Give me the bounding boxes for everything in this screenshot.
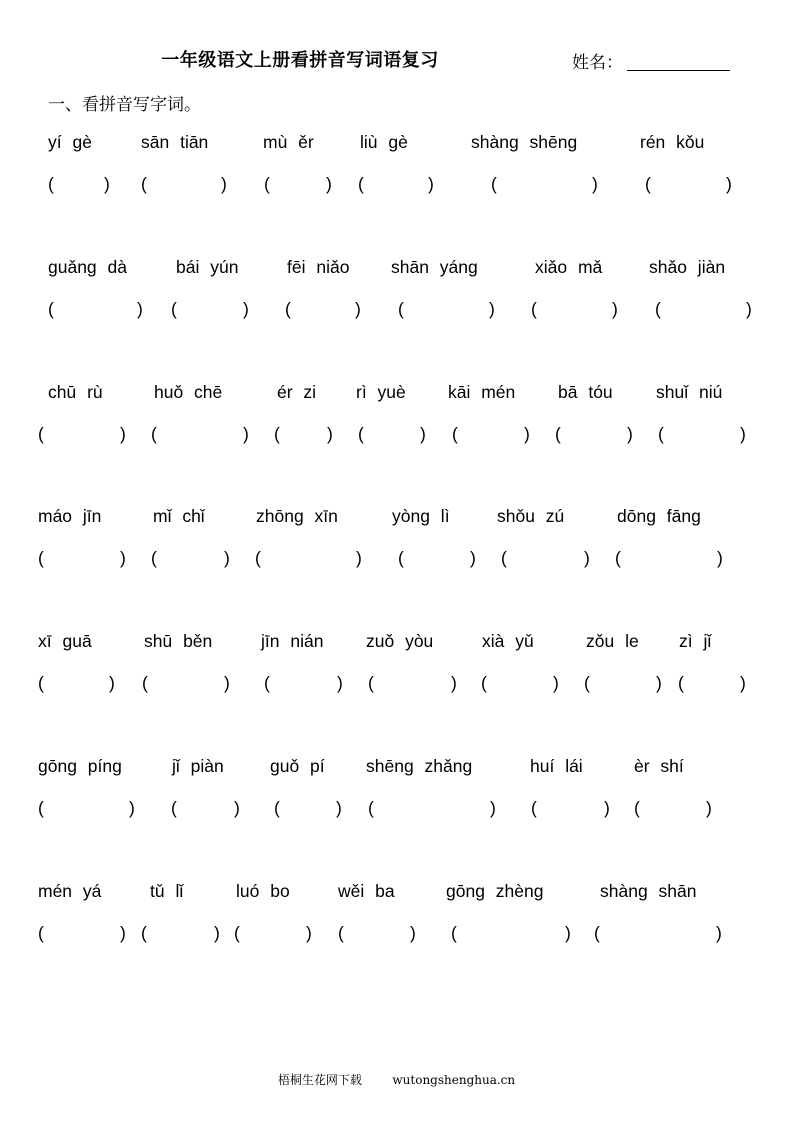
pinyin-word: kāi mén <box>448 382 516 402</box>
answer-paren-open: ( <box>584 673 590 693</box>
answer-paren-close: ) <box>592 174 598 194</box>
answer-paren-open: ( <box>274 798 280 818</box>
pinyin-word: xiǎo mǎ <box>535 257 603 277</box>
answer-paren-open: ( <box>171 299 177 319</box>
pinyin-word: luó bo <box>236 881 290 901</box>
answer-blank[interactable] <box>565 424 625 446</box>
answer-paren-open: ( <box>338 923 344 943</box>
answer-paren-close: ) <box>356 548 362 568</box>
pinyin-word: tǔ lǐ <box>150 881 184 901</box>
answer-paren-open: ( <box>481 673 487 693</box>
answer-paren-open: ( <box>398 299 404 319</box>
answer-paren-close: ) <box>553 673 559 693</box>
pinyin-word: shēng zhǎng <box>366 756 473 776</box>
answer-paren-open: ( <box>594 923 600 943</box>
answer-paren-close: ) <box>243 424 249 444</box>
answer-blank[interactable] <box>541 299 610 321</box>
exercise-row <box>0 633 793 723</box>
pinyin-word: shū běn <box>144 631 213 651</box>
answer-paren-close: ) <box>109 673 115 693</box>
answer-paren-close: ) <box>489 299 495 319</box>
answer-paren-open: ( <box>358 174 364 194</box>
pinyin-word: zhōng xīn <box>256 506 338 526</box>
answer-paren-close: ) <box>612 299 618 319</box>
pinyin-word: xī guā <box>38 631 92 651</box>
answer-paren-open: ( <box>655 299 661 319</box>
answer-blank[interactable] <box>265 548 354 570</box>
answer-blank[interactable] <box>688 673 738 695</box>
answer-paren-open: ( <box>234 923 240 943</box>
answer-blank[interactable] <box>151 923 212 945</box>
answer-paren-close: ) <box>327 424 333 444</box>
exercise-row <box>0 758 793 848</box>
answer-blank[interactable] <box>461 923 563 945</box>
answer-paren-open: ( <box>368 673 374 693</box>
answer-paren-open: ( <box>151 424 157 444</box>
pinyin-word: huǒ chē <box>154 382 223 402</box>
answer-blank[interactable] <box>368 424 418 446</box>
answer-paren-close: ) <box>428 174 434 194</box>
exercise-row <box>0 508 793 598</box>
answer-blank[interactable] <box>161 548 222 570</box>
answer-paren-open: ( <box>48 174 54 194</box>
page-title: 一年级语文上册看拼音写词语复习 <box>161 50 439 71</box>
answer-paren-close: ) <box>234 798 240 818</box>
answer-paren-open: ( <box>501 548 507 568</box>
pinyin-word: zì jǐ <box>679 631 712 651</box>
answer-paren-close: ) <box>214 923 220 943</box>
answer-blank[interactable] <box>378 673 449 695</box>
pinyin-word: èr shí <box>634 756 684 776</box>
answer-blank[interactable] <box>408 548 468 570</box>
answer-blank[interactable] <box>668 424 738 446</box>
answer-blank[interactable] <box>511 548 582 570</box>
pinyin-word: guǎng dà <box>48 257 127 277</box>
answer-paren-open: ( <box>658 424 664 444</box>
pinyin-word: shǒu zú <box>497 506 565 526</box>
answer-paren-close: ) <box>627 424 633 444</box>
pinyin-word: wěi ba <box>338 881 395 901</box>
pinyin-word: guǒ pí <box>270 756 325 776</box>
answer-paren-close: ) <box>306 923 312 943</box>
answer-paren-close: ) <box>120 548 126 568</box>
section-title: 一、看拼音写字词。 <box>48 95 201 115</box>
answer-paren-open: ( <box>38 923 44 943</box>
answer-paren-close: ) <box>243 299 249 319</box>
answer-paren-open: ( <box>531 299 537 319</box>
answer-paren-close: ) <box>717 548 723 568</box>
answer-paren-close: ) <box>746 299 752 319</box>
answer-blank[interactable] <box>274 174 324 196</box>
exercise-row <box>0 384 793 474</box>
answer-paren-close: ) <box>451 673 457 693</box>
answer-blank[interactable] <box>181 798 232 820</box>
answer-paren-close: ) <box>490 798 496 818</box>
footer: 梧桐生花网下载 wutongshenghua.cn <box>277 1073 516 1087</box>
answer-paren-close: ) <box>120 923 126 943</box>
answer-paren-close: ) <box>224 548 230 568</box>
answer-paren-close: ) <box>524 424 530 444</box>
answer-paren-open: ( <box>142 673 148 693</box>
answer-paren-open: ( <box>171 798 177 818</box>
answer-paren-close: ) <box>221 174 227 194</box>
answer-paren-close: ) <box>129 798 135 818</box>
answer-blank[interactable] <box>491 673 551 695</box>
answer-blank[interactable] <box>378 798 488 820</box>
answer-paren-open: ( <box>264 673 270 693</box>
pinyin-word: gōng píng <box>38 756 122 776</box>
answer-paren-close: ) <box>584 548 590 568</box>
name-blank-line[interactable] <box>627 70 730 71</box>
exercise-row <box>0 259 793 349</box>
exercise-row <box>0 883 793 973</box>
answer-paren-close: ) <box>740 673 746 693</box>
answer-blank[interactable] <box>58 299 135 321</box>
answer-paren-close: ) <box>716 923 722 943</box>
answer-blank[interactable] <box>368 174 426 196</box>
pinyin-word: yòng lì <box>392 506 450 526</box>
answer-blank[interactable] <box>48 798 127 820</box>
answer-blank[interactable] <box>48 424 118 446</box>
answer-paren-close: ) <box>420 424 426 444</box>
answer-paren-open: ( <box>491 174 497 194</box>
answer-paren-close: ) <box>137 299 143 319</box>
answer-paren-open: ( <box>38 548 44 568</box>
answer-blank[interactable] <box>58 174 102 196</box>
answer-paren-open: ( <box>255 548 261 568</box>
answer-paren-open: ( <box>38 673 44 693</box>
pinyin-word: fēi niǎo <box>287 257 350 277</box>
answer-paren-close: ) <box>224 673 230 693</box>
answer-paren-open: ( <box>678 673 684 693</box>
answer-paren-close: ) <box>604 798 610 818</box>
answer-blank[interactable] <box>408 299 487 321</box>
pinyin-word: jīn nián <box>261 631 324 651</box>
answer-blank[interactable] <box>655 174 724 196</box>
pinyin-word: máo jīn <box>38 506 102 526</box>
answer-blank[interactable] <box>295 299 353 321</box>
pinyin-word: shuǐ niú <box>656 382 723 402</box>
answer-blank[interactable] <box>462 424 522 446</box>
answer-blank[interactable] <box>152 673 222 695</box>
answer-paren-open: ( <box>358 424 364 444</box>
answer-blank[interactable] <box>284 424 325 446</box>
answer-paren-close: ) <box>740 424 746 444</box>
pinyin-word: zuǒ yòu <box>366 631 434 651</box>
answer-paren-close: ) <box>120 424 126 444</box>
answer-blank[interactable] <box>48 923 118 945</box>
pinyin-word: zǒu le <box>586 631 639 651</box>
answer-paren-close: ) <box>326 174 332 194</box>
answer-blank[interactable] <box>604 923 714 945</box>
answer-blank[interactable] <box>244 923 304 945</box>
answer-paren-open: ( <box>615 548 621 568</box>
answer-paren-open: ( <box>151 548 157 568</box>
answer-blank[interactable] <box>665 299 744 321</box>
answer-paren-open: ( <box>634 798 640 818</box>
answer-paren-close: ) <box>565 923 571 943</box>
answer-paren-open: ( <box>38 424 44 444</box>
answer-blank[interactable] <box>48 673 107 695</box>
answer-paren-close: ) <box>337 673 343 693</box>
answer-paren-open: ( <box>645 174 651 194</box>
pinyin-word: mǐ chǐ <box>153 506 205 526</box>
answer-blank[interactable] <box>348 923 408 945</box>
pinyin-word: jǐ piàn <box>172 756 224 776</box>
answer-blank[interactable] <box>594 673 654 695</box>
answer-paren-open: ( <box>531 798 537 818</box>
pinyin-word: liù gè <box>360 132 408 152</box>
answer-paren-open: ( <box>274 424 280 444</box>
answer-blank[interactable] <box>625 548 715 570</box>
answer-blank[interactable] <box>151 174 219 196</box>
answer-blank[interactable] <box>48 548 118 570</box>
pinyin-word: rén kǒu <box>640 132 705 152</box>
pinyin-word: chū rù <box>48 382 103 402</box>
answer-paren-close: ) <box>726 174 732 194</box>
pinyin-word: rì yuè <box>356 382 406 402</box>
answer-paren-open: ( <box>452 424 458 444</box>
answer-blank[interactable] <box>284 798 334 820</box>
pinyin-word: shàng shēng <box>471 132 578 152</box>
answer-blank[interactable] <box>501 174 590 196</box>
answer-blank[interactable] <box>541 798 602 820</box>
answer-paren-close: ) <box>656 673 662 693</box>
answer-paren-open: ( <box>451 923 457 943</box>
answer-paren-open: ( <box>141 174 147 194</box>
pinyin-word: gōng zhèng <box>446 881 544 901</box>
pinyin-word: huí lái <box>530 756 583 776</box>
pinyin-word: xià yǔ <box>482 631 534 651</box>
pinyin-word: ér zi <box>277 382 317 402</box>
answer-paren-open: ( <box>38 798 44 818</box>
pinyin-word: mù ěr <box>263 132 314 152</box>
answer-paren-close: ) <box>410 923 416 943</box>
pinyin-word: yí gè <box>48 132 92 152</box>
answer-paren-open: ( <box>285 299 291 319</box>
answer-blank[interactable] <box>274 673 335 695</box>
answer-paren-open: ( <box>141 923 147 943</box>
answer-paren-close: ) <box>336 798 342 818</box>
answer-paren-close: ) <box>706 798 712 818</box>
pinyin-word: mén yá <box>38 881 102 901</box>
pinyin-word: bái yún <box>176 257 239 277</box>
pinyin-word: dōng fāng <box>617 506 701 526</box>
answer-paren-open: ( <box>555 424 561 444</box>
pinyin-word: shān yáng <box>391 257 478 277</box>
pinyin-word: bā tóu <box>558 382 613 402</box>
pinyin-word: shǎo jiàn <box>649 257 726 277</box>
answer-paren-open: ( <box>48 299 54 319</box>
answer-paren-close: ) <box>470 548 476 568</box>
answer-paren-close: ) <box>355 299 361 319</box>
pinyin-word: sān tiān <box>141 132 209 152</box>
answer-paren-close: ) <box>104 174 110 194</box>
answer-paren-open: ( <box>264 174 270 194</box>
answer-paren-open: ( <box>398 548 404 568</box>
answer-blank[interactable] <box>161 424 241 446</box>
answer-paren-open: ( <box>368 798 374 818</box>
pinyin-word: shàng shān <box>600 881 697 901</box>
exercise-row <box>0 134 793 224</box>
answer-blank[interactable] <box>644 798 704 820</box>
answer-blank[interactable] <box>181 299 241 321</box>
name-label: 姓名： <box>572 53 623 73</box>
